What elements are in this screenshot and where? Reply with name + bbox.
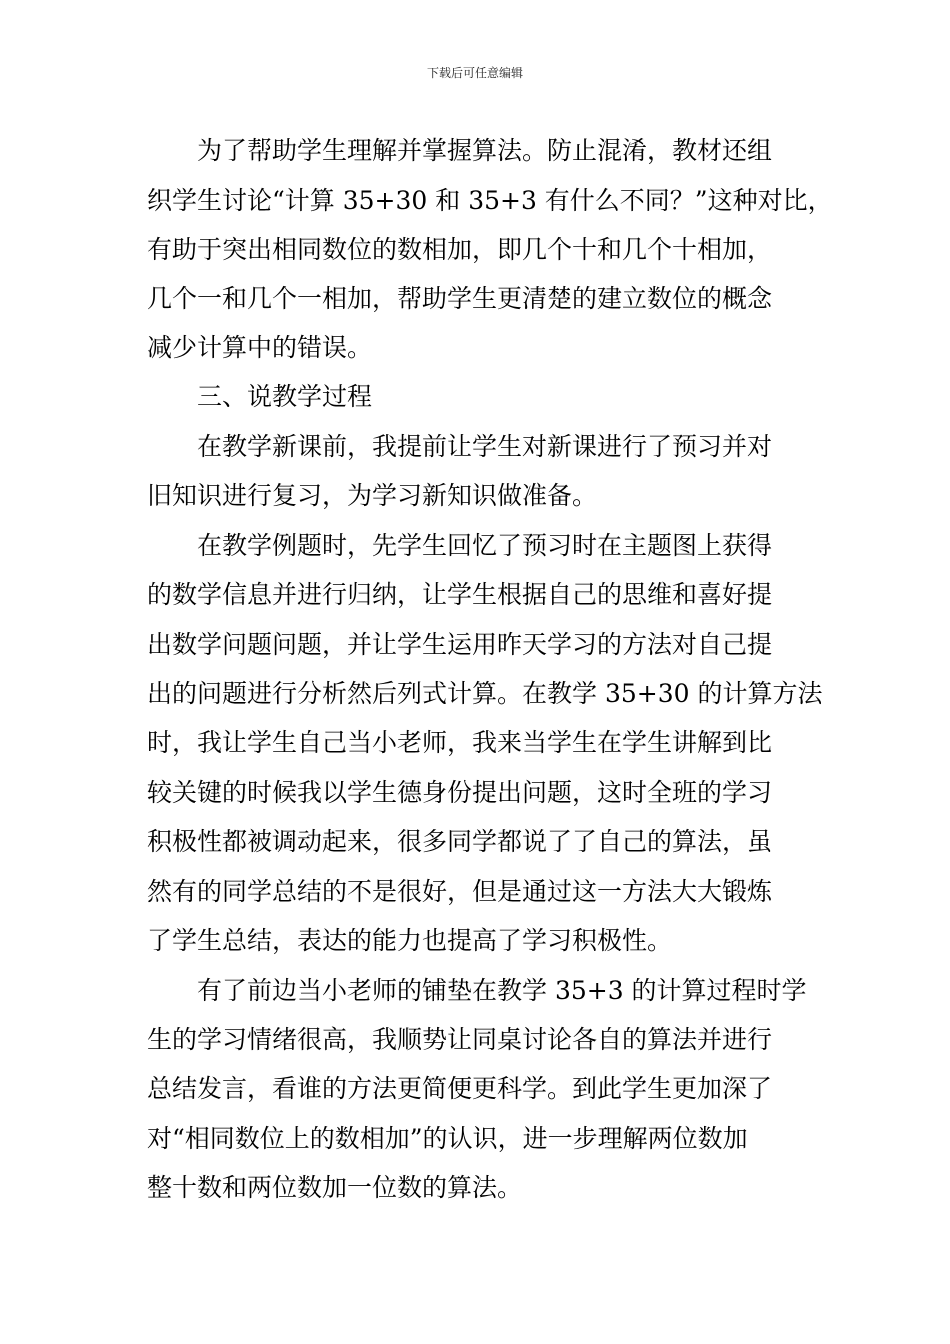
page-header: 下载后可任意编辑: [426, 66, 523, 80]
body-line: 在教学例题时，先学生回忆了预习时在主题图上获得: [197, 531, 773, 560]
body-line: 出的问题进行分析然后列式计算。在教学 35+30 的计算方法: [147, 679, 823, 708]
body-line: 较关键的时候我以学生德身份提出问题，这时全班的学习: [147, 778, 773, 807]
body-line: 减少计算中的错误。: [147, 333, 373, 362]
body-line: 为了帮助学生理解并掌握算法。防止混淆，教材还组: [197, 136, 773, 165]
body-line: 时，我让学生自己当小老师，我来当学生在学生讲解到比: [147, 728, 773, 757]
body-line: 整十数和两位数加一位数的算法。: [147, 1173, 523, 1202]
body-line: 织学生讨论“计算 35+30 和 35+3 有什么不同？”这种对比，: [147, 186, 833, 215]
body-line: 几个一和几个一相加，帮助学生更清楚的建立数位的概念: [147, 284, 773, 313]
body-line: 旧知识进行复习，为学习新知识做准备。: [147, 481, 598, 510]
body-line: 有助于突出相同数位的数相加，即几个十和几个十相加，: [147, 235, 773, 264]
body-line: 有了前边当小老师的铺垫在教学 35+3 的计算过程时学: [197, 976, 807, 1005]
body-line: 出数学问题问题，并让学生运用昨天学习的方法对自己提: [147, 630, 773, 659]
body-line: 生的学习情绪很高，我顺势让同桌讨论各自的算法并进行: [147, 1025, 773, 1054]
body-line: 在教学新课前，我提前让学生对新课进行了预习并对: [197, 432, 773, 461]
body-line: 然有的同学总结的不是很好，但是通过这一方法大大锻炼: [147, 877, 773, 906]
section-heading: 三、说教学过程: [197, 382, 373, 411]
body-line: 了学生总结，表达的能力也提高了学习积极性。: [147, 926, 673, 955]
body-line: 总结发言，看谁的方法更简便更科学。到此学生更加深了: [147, 1074, 773, 1103]
body-line: 积极性都被调动起来，很多同学都说了了自己的算法，虽: [147, 827, 773, 856]
body-line: 的数学信息并进行归纳，让学生根据自己的思维和喜好提: [147, 580, 773, 609]
body-line: 对“相同数位上的数相加”的认识，进一步理解两位数加: [147, 1124, 748, 1153]
